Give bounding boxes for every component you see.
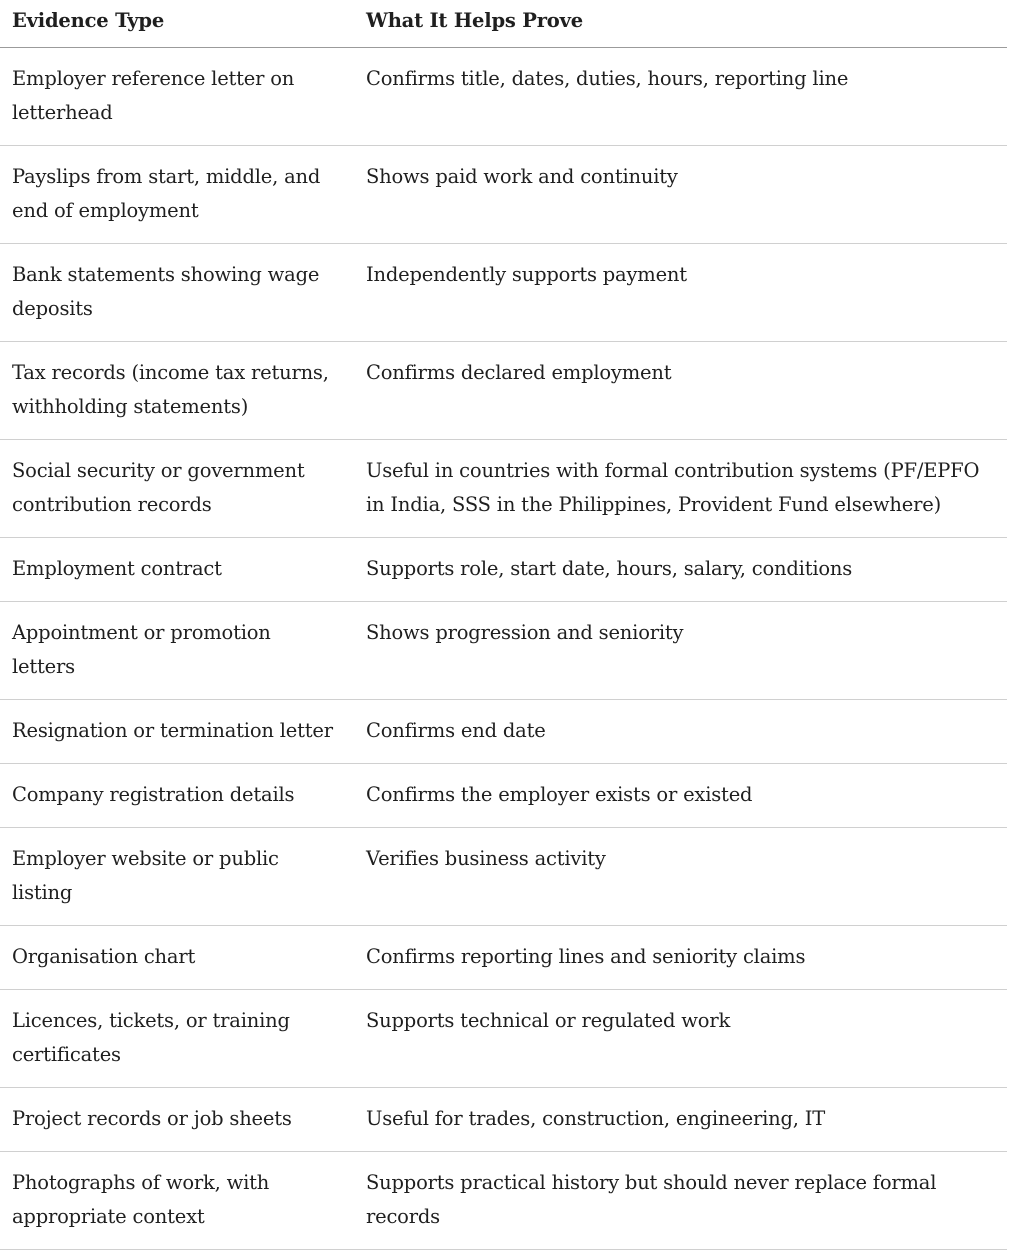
- table-row: [0, 1088, 1007, 1152]
- helps-prove-cell: Confirms end date: [352, 700, 1007, 764]
- evidence-type-cell: Resignation or termination letter: [0, 700, 352, 764]
- evidence-type-cell: Employer website or public listing: [0, 828, 352, 926]
- table-row: [0, 1152, 1007, 1250]
- helps-prove-cell: Supports role, start date, hours, salary, conditions: [352, 538, 1007, 602]
- table-row: [0, 602, 1007, 700]
- helps-prove-cell: Supports practical history but should never replace formal records: [352, 1152, 1007, 1250]
- evidence-type-cell: Payslips from start, middle, and end of employment: [0, 146, 352, 244]
- helps-prove-cell: Verifies business activity: [352, 828, 1007, 926]
- evidence-type-cell: Employment contract: [0, 538, 352, 602]
- helps-prove-cell: Confirms title, dates, duties, hours, reporting line: [352, 48, 1007, 146]
- helps-prove-cell: Shows paid work and continuity: [352, 146, 1007, 244]
- table-row: [0, 440, 1007, 538]
- table-row: [0, 828, 1007, 926]
- evidence-type-cell: Project records or job sheets: [0, 1088, 352, 1152]
- helps-prove-cell: Independently supports payment: [352, 244, 1007, 342]
- evidence-type-cell: Bank statements showing wage deposits: [0, 244, 352, 342]
- table-row: [0, 990, 1007, 1088]
- table-row: [0, 146, 1007, 244]
- column-header-evidence-type: Evidence Type: [0, 0, 352, 48]
- evidence-type-cell: Social security or government contribution records: [0, 440, 352, 538]
- table-row: [0, 764, 1007, 828]
- helps-prove-cell: Useful for trades, construction, engineering, IT: [352, 1088, 1007, 1152]
- evidence-type-cell: Photographs of work, with appropriate context: [0, 1152, 352, 1250]
- evidence-type-cell: Employer reference letter on letterhead: [0, 48, 352, 146]
- evidence-type-cell: Organisation chart: [0, 926, 352, 990]
- table-header-row: [0, 0, 1007, 48]
- helps-prove-cell: Supports technical or regulated work: [352, 990, 1007, 1088]
- evidence-type-cell: Licences, tickets, or training certificates: [0, 990, 352, 1088]
- evidence-type-cell: Tax records (income tax returns, withholding statements): [0, 342, 352, 440]
- table-row: [0, 48, 1007, 146]
- table-row: [0, 538, 1007, 602]
- table-row: [0, 926, 1007, 990]
- evidence-type-cell: Appointment or promotion letters: [0, 602, 352, 700]
- helps-prove-cell: Shows progression and seniority: [352, 602, 1007, 700]
- table-row: [0, 244, 1007, 342]
- helps-prove-cell: Useful in countries with formal contribution systems (PF/EPFO in India, SSS in the Philippines, Provident Fund elsewhere): [352, 440, 1007, 538]
- helps-prove-cell: Confirms the employer exists or existed: [352, 764, 1007, 828]
- evidence-type-cell: Company registration details: [0, 764, 352, 828]
- table-row: [0, 700, 1007, 764]
- helps-prove-cell: Confirms reporting lines and seniority claims: [352, 926, 1007, 990]
- column-header-what-it-helps-prove: What It Helps Prove: [352, 0, 1007, 48]
- table-row: [0, 342, 1007, 440]
- helps-prove-cell: Confirms declared employment: [352, 342, 1007, 440]
